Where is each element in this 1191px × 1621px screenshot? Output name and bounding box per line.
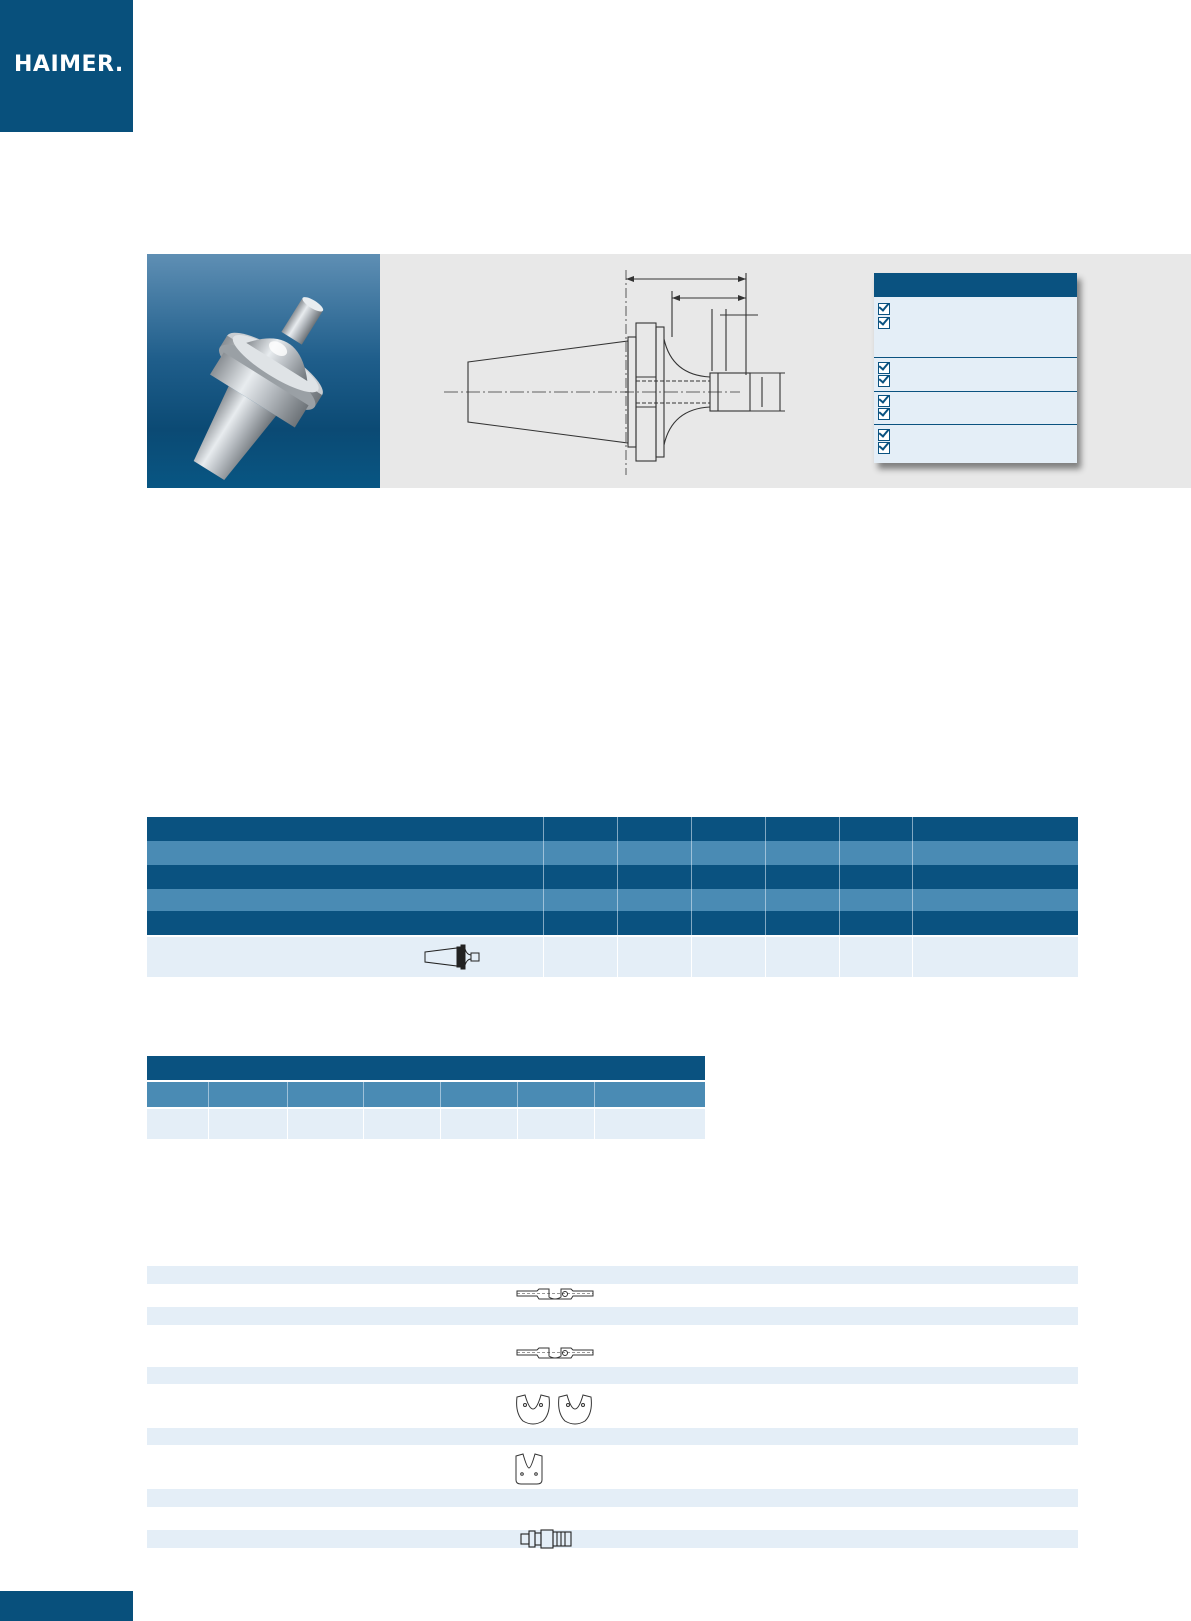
table-row (147, 1109, 705, 1139)
brand-logo-block (0, 0, 133, 132)
list-item (147, 1530, 1078, 1548)
checkbox-icon (878, 375, 890, 387)
clamping-fork-icon (515, 1287, 595, 1303)
list-item (147, 1489, 1078, 1507)
v-insert-icon (513, 1452, 545, 1486)
adapter-thumbnail-icon (423, 943, 483, 971)
features-panel (874, 273, 1077, 463)
table-header-row (147, 1082, 705, 1107)
feature-group (874, 357, 1077, 390)
feature-group (874, 297, 1077, 355)
features-header (874, 273, 1077, 297)
checkbox-icon (878, 317, 890, 329)
product-photo (147, 254, 380, 488)
table-header-row (147, 1056, 705, 1080)
adapter-technical-drawing (440, 265, 820, 480)
footer-brand-block (0, 1591, 133, 1621)
list-item (147, 1307, 1078, 1325)
table-header-row (147, 841, 1078, 865)
list-item (147, 1428, 1078, 1445)
table-header-row (147, 865, 1078, 889)
haimer-logo: HAIMER. (14, 52, 124, 77)
table-header-row (147, 817, 1078, 841)
table-header-row (147, 911, 1078, 935)
list-item (147, 1266, 1078, 1284)
feature-group (874, 424, 1077, 463)
table-row (147, 937, 1078, 977)
checkbox-icon (878, 408, 890, 420)
feature-group (874, 391, 1077, 423)
clamping-insert-icon (513, 1391, 597, 1427)
checkbox-icon (878, 442, 890, 454)
list-item (147, 1367, 1078, 1384)
clamping-fork-icon (515, 1346, 595, 1362)
pull-stud-icon (519, 1527, 575, 1551)
table-header-row (147, 889, 1078, 911)
tool-holder-image (147, 254, 380, 488)
